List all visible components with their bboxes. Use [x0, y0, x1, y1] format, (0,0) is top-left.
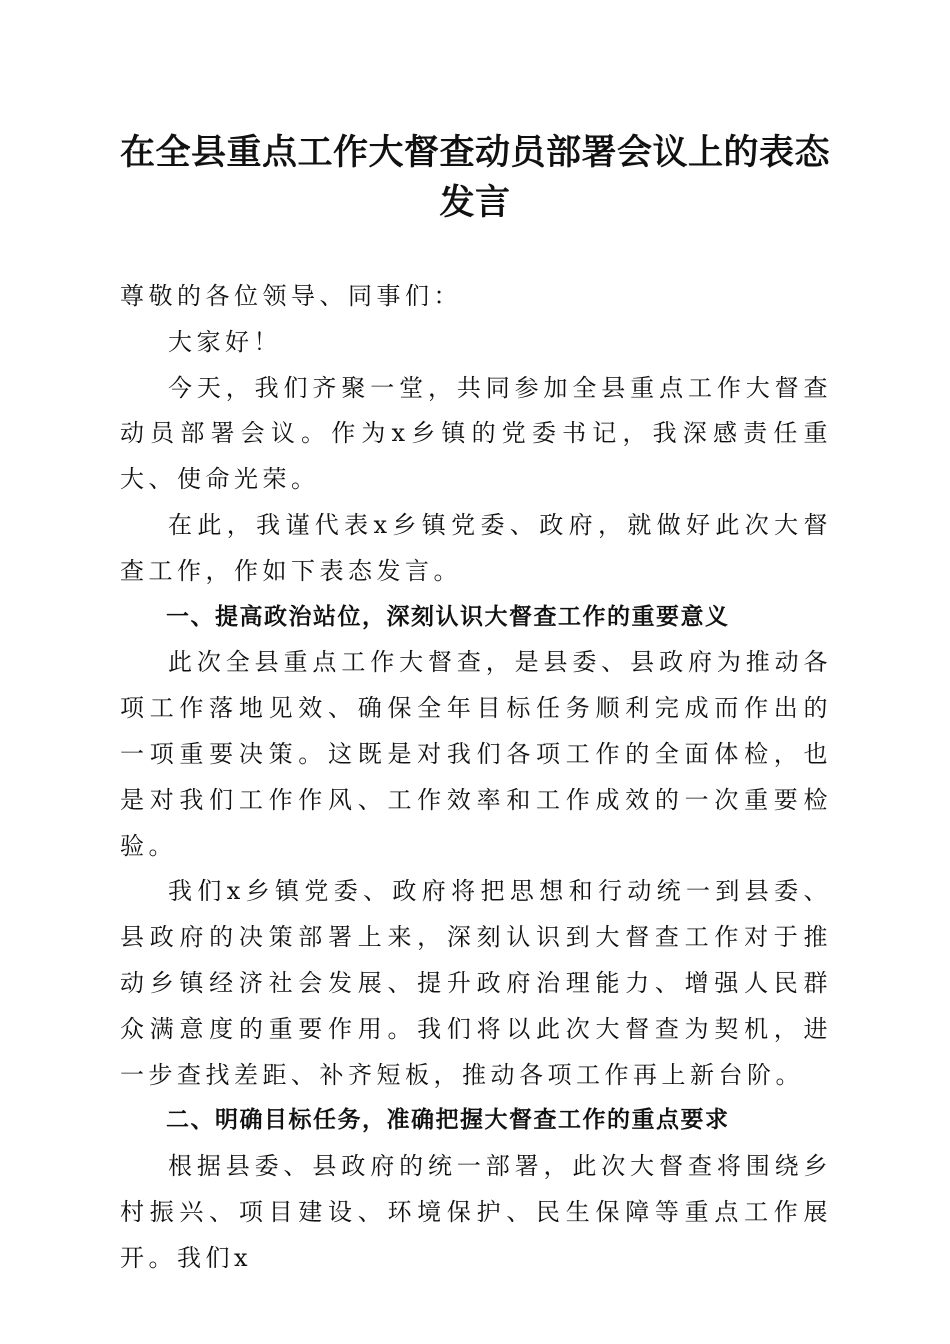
title-line-1: 在全县重点工作大督查动员部署会议上的表态 [119, 132, 830, 173]
title-line-2: 发言 [439, 182, 511, 223]
paragraph-intro-1: 今天，我们齐聚一堂，共同参加全县重点工作大督查动员部署会议。作为x乡镇的党委书记，我深感责任重大、使命光荣。 [120, 373, 832, 494]
salutation: 尊敬的各位领导、同事们： [120, 282, 462, 310]
document-body [120, 274, 832, 1282]
section-2-paragraph-1: 根据县委、县政府的统一部署，此次大督查将围绕乡村振兴、项目建设、环境保护、民生保障等重点工作展开。我们x [120, 1152, 832, 1272]
section-2-heading: 二、明确目标任务，准确把握大督查工作的重点要求 [166, 1107, 730, 1134]
paragraph-intro-2: 在此，我谨代表x乡镇党委、政府，就做好此次大督查工作，作如下表态发言。 [120, 510, 832, 585]
document-title [100, 128, 850, 228]
greeting: 大家好！ [168, 327, 282, 356]
section-1-heading: 一、提高政治站位，深刻认识大督查工作的重要意义 [166, 603, 730, 630]
section-1-paragraph-1: 此次全县重点工作大督查，是县委、县政府为推动各项工作落地见效、确保全年目标任务顺利完成而作出的一项重要决策。这既是对我们各项工作的全面体检，也是对我们工作作风、工作效率和工作成效的一次重要检验。 [120, 648, 832, 860]
section-1-paragraph-2: 我们x乡镇党委、政府将把思想和行动统一到县委、县政府的决策部署上来，深刻认识到大督查工作对于推动乡镇经济社会发展、提升政府治理能力、增强人民群众满意度的重要作用。我们将以此次大督查为契机，进一步查找差距、补齐短板，推动各项工作再上新台阶。 [120, 877, 832, 1089]
